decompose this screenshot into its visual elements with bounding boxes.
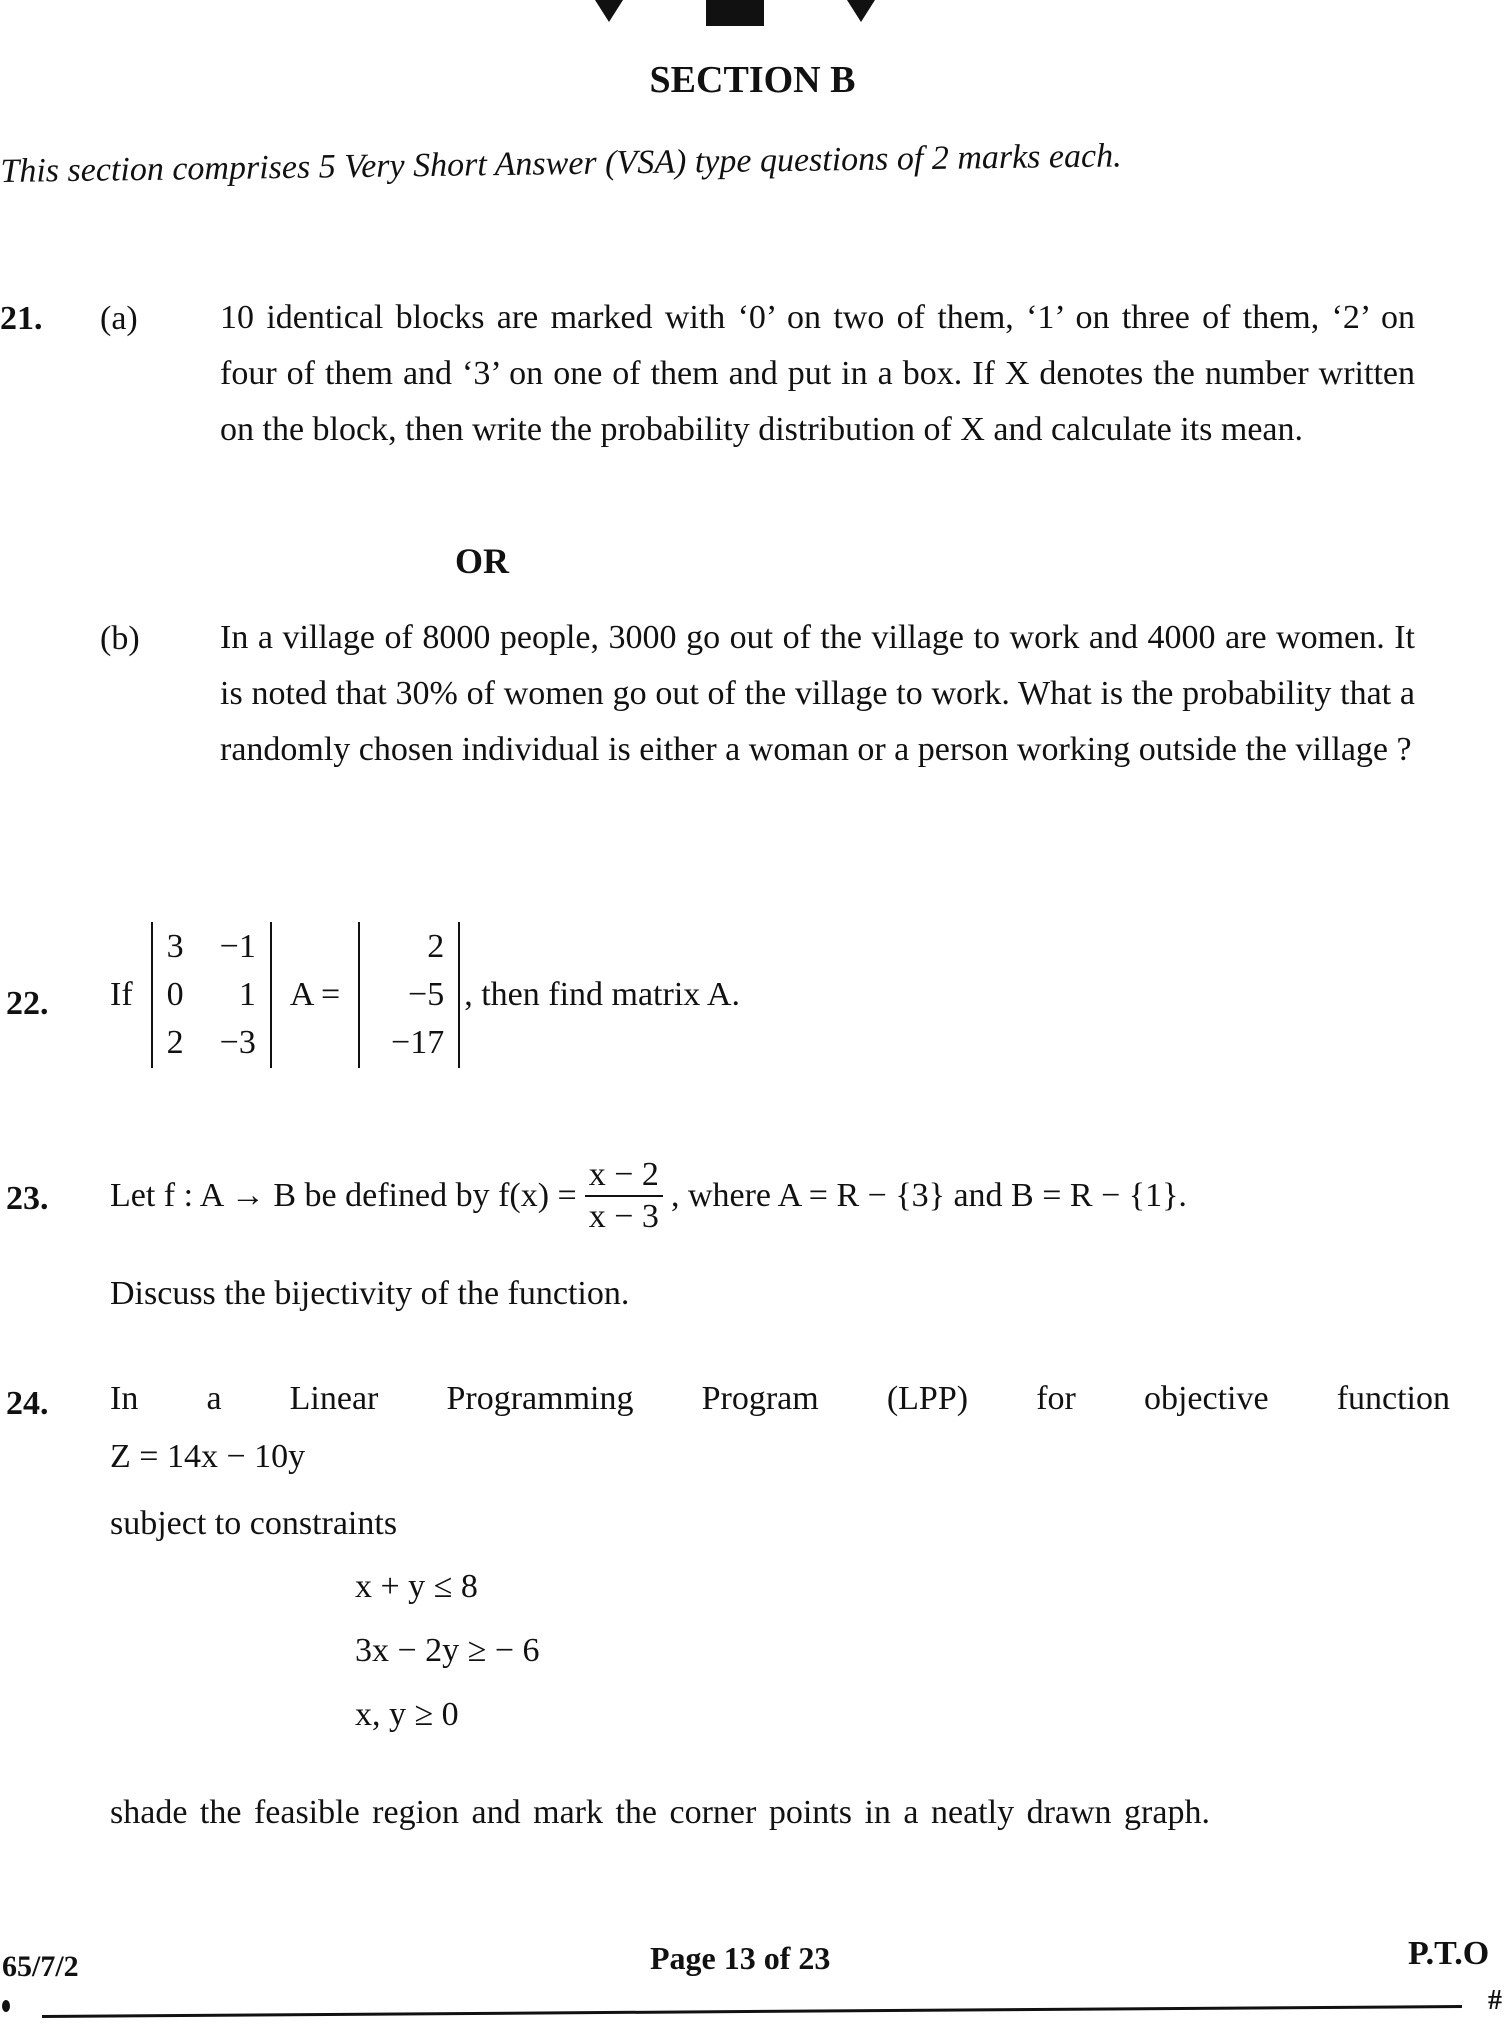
matrix-cell: −1 (219, 928, 256, 965)
objective-function: Z = 14x − 10y (110, 1438, 306, 1475)
footer-divider (42, 2005, 1462, 2018)
question-text: Let f : A → B be defined by f(x) = (110, 1177, 577, 1214)
matrix-cell: 0 (166, 976, 184, 1013)
constraint: 3x − 2y ≥ − 6 (355, 1632, 540, 1669)
matrix-cell: 2 (166, 1024, 184, 1061)
matrix-equation (110, 922, 740, 1068)
option-label: (b) (100, 620, 140, 657)
function-definition (110, 1155, 1187, 1237)
question-number: 23. (6, 1180, 49, 1217)
coefficient-matrix (151, 922, 272, 1068)
question-text: Discuss the bijectivity of the function. (110, 1275, 630, 1312)
constraint: x + y ≤ 8 (355, 1568, 478, 1605)
matrix-cell: −3 (219, 1024, 256, 1061)
paper-code: 65/7/2 (2, 1950, 79, 1983)
question-text: subject to constraints (110, 1505, 398, 1542)
fraction-denominator: x − 3 (588, 1198, 659, 1235)
matrix-cell: −5 (408, 976, 445, 1013)
question-text: 10 identical blocks are marked with ‘0’ on two of them, ‘1’ on three of them, ‘2’ on four of them and ‘3’ on one of them and put in a box. If X denotes the number written on the block, then write the probability distribution of X and calculate its mean. (220, 299, 1415, 448)
option-label: (a) (100, 300, 138, 337)
equation-text: If (110, 976, 133, 1013)
question-text: shade the feasible region and mark the corner points in a neatly drawn graph. (110, 1794, 1210, 1831)
equation-text: A = (289, 976, 341, 1013)
section-intro: This section comprises 5 Very Short Answer (VSA) type questions of 2 marks each. (0, 137, 1122, 190)
fraction-numerator: x − 2 (585, 1155, 663, 1197)
equation-text: , then find matrix A. (464, 976, 740, 1013)
constraint: x, y ≥ 0 (355, 1696, 459, 1733)
fraction (585, 1155, 663, 1237)
question-number: 24. (6, 1385, 49, 1422)
emblem-icon (706, 0, 764, 26)
question-number: 22. (6, 985, 49, 1022)
question-number: 21. (0, 300, 43, 337)
ornament-icon (595, 0, 623, 22)
question-text: , where A = R − {3} and B = R − {1}. (670, 1177, 1187, 1214)
matrix-cell: −17 (391, 1024, 445, 1061)
section-title: SECTION B (649, 59, 856, 101)
matrix-cell: 1 (238, 976, 256, 1013)
ornament-icon (847, 0, 875, 22)
page-number: Page 13 of 23 (650, 1940, 831, 1976)
pto-label: P.T.O (1408, 1935, 1490, 1972)
hash-mark: # (1488, 1985, 1502, 2016)
matrix-cell: 3 (166, 928, 184, 965)
question-text: In a village of 8000 people, 3000 go out of the village to work and 4000 are women. It is noted that 30% of women go out of the village to work. What is the probability that a randomly chosen individual is either a woman or a person working outside the village ? (220, 619, 1415, 768)
header-emblem (595, 0, 875, 28)
bullet-dot (2, 2000, 10, 2012)
or-separator: OR (455, 541, 509, 581)
result-vector (358, 922, 460, 1068)
question-text: In a Linear Programming Program (LPP) for objective function (110, 1380, 1450, 1417)
matrix-cell: 2 (427, 928, 445, 965)
